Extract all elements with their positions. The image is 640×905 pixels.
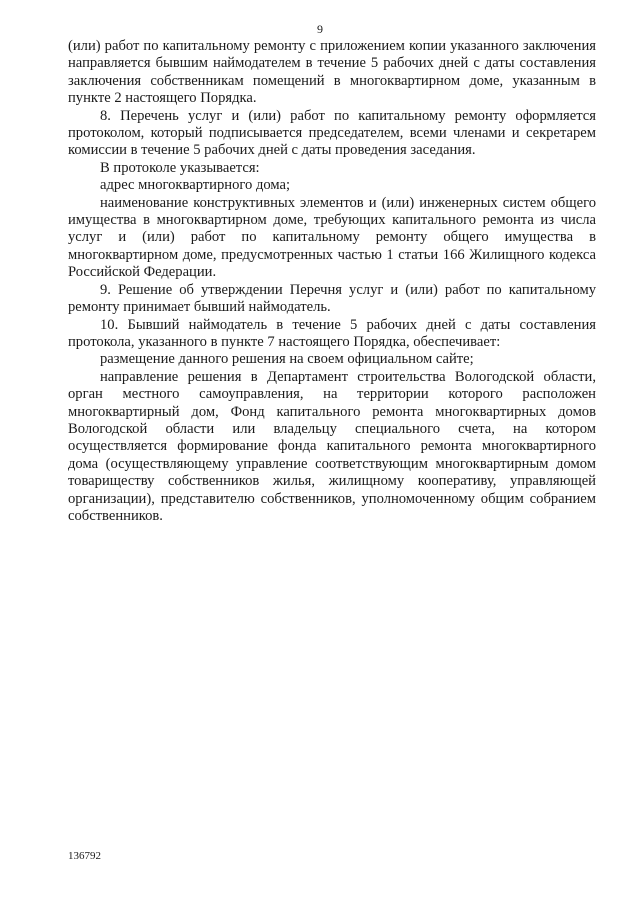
paragraph-item-10: 10. Бывший наймодатель в течение 5 рабочих дней с даты составления протокола, указанного в пункте 7 настоящего Порядка, обеспечивает: [68,316,596,350]
paragraph-item-8: 8. Перечень услуг и (или) работ по капитальному ремонту оформляется протоколом, который подписывается председателем, всеми членами и секретарем комиссии в течение 5 рабочих дней с даты проведения заседания. [68,107,596,159]
document-code: 136792 [68,850,101,862]
paragraph-publication: размещение данного решения на своем официальном сайте; [100,351,474,368]
paragraph-continuation: (или) работ по капитальному ремонту с приложением копии указанного заключения направляется бывшим наймодателем в течение 5 рабочих дней с даты составления заключения собственникам помещений в многоквартирном доме, указанным в пункте 2 настоящего Порядка. [68,38,596,107]
page-number: 9 [317,22,323,36]
paragraph-distribution: направление решения в Департамент строительства Вологодской области, орган местного самоуправления, на территории которого расположен многоквартирный дом, Фонд капитального ремонта многоквартирных домов Вологодской области или владельцу специального счета, на котором осуществляется формирование фонда капитального ремонта многоквартирного дома (осуществляющему управление соответствующим многоквартирным домом товариществу собственников жилья, жилищному кооперативу, управляющей организации), представителю собственников, уполномоченному общим собранием собственников. [68,368,596,524]
document-body [68,38,596,525]
paragraph-elements: наименование конструктивных элементов и (или) инженерных систем общего имущества в многоквартирном доме, требующих капитального ремонта из числа услуг и (или) работ по капитальному ремонту общего имущества в многоквартирном доме, предусмотренных частью 1 статьи 166 Жилищного кодекса Российской Федерации. [68,194,596,281]
paragraph-item-9: 9. Решение об утверждении Перечня услуг и (или) работ по капитальному ремонту принимает бывший наймодатель. [68,281,596,316]
paragraph-protocol-intro: В протоколе указывается: [100,159,260,176]
paragraph-address: адрес многоквартирного дома; [100,177,291,194]
